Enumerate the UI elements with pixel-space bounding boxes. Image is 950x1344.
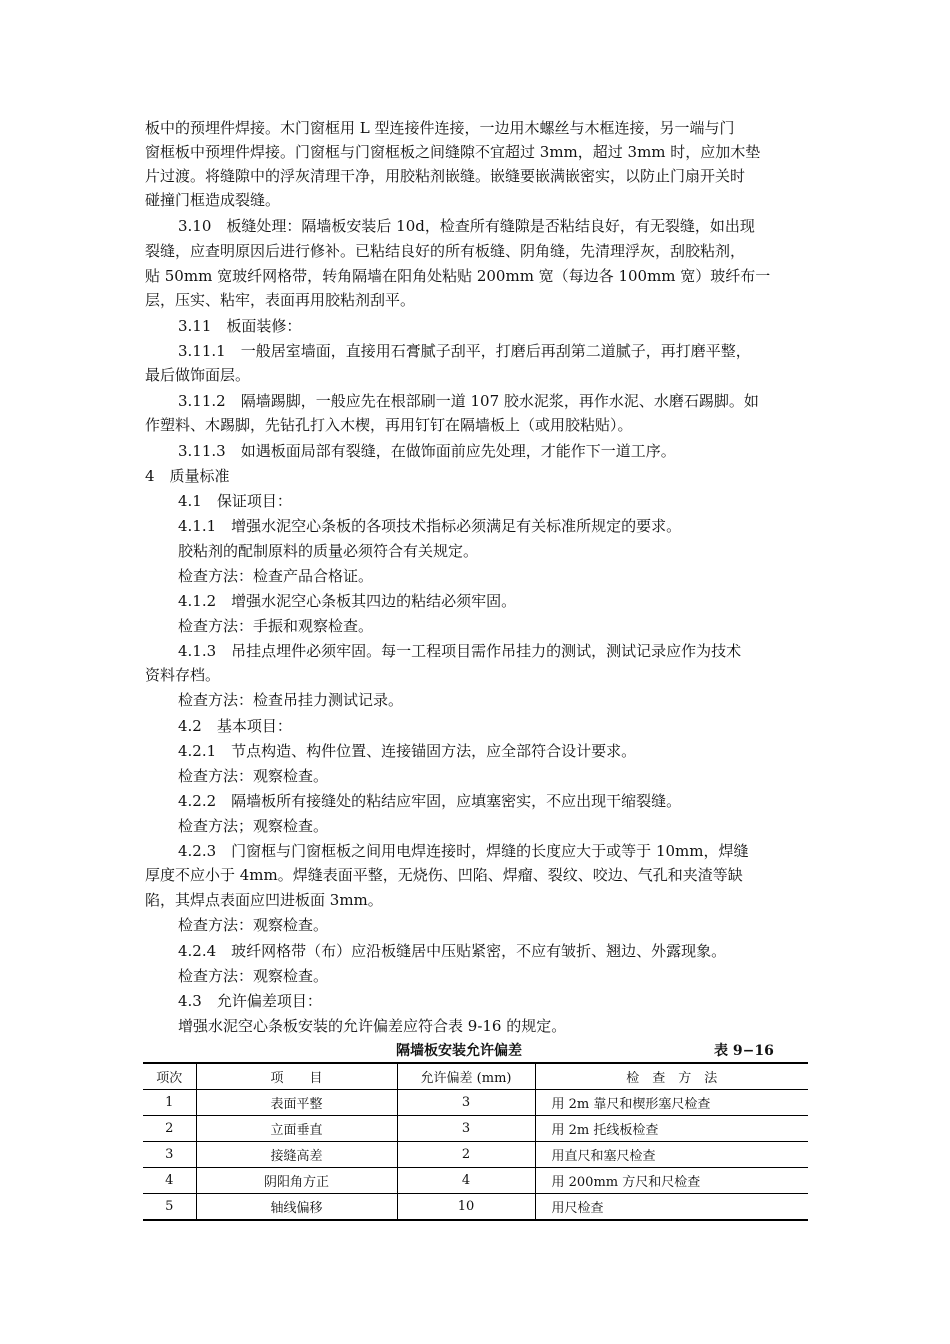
body-line: 4.1 保证项目：	[178, 492, 292, 510]
header-cell: 项次	[143, 1063, 196, 1090]
table-cell: 用 200mm 方尺和尺检查	[535, 1168, 808, 1194]
table-cell: 用 2m 托线板检查	[535, 1116, 808, 1142]
body-line: 检查方法：检查产品合格证。	[178, 567, 374, 585]
body-line: 4.1.2 增强水泥空心条板其四边的粘结必须牢固。	[178, 592, 517, 610]
table-cell: 阴阳角方正	[196, 1168, 397, 1194]
table-cell: 3	[143, 1142, 196, 1168]
table-cell: 10	[397, 1194, 535, 1221]
body-line: 3.10 板缝处理：隔墙板安装后 10d，检查所有缝隙是否粘结良好，有无裂缝，如出现	[178, 217, 755, 235]
body-line: 贴 50mm 宽玻纤网格带，转角隔墙在阳角处粘贴 200mm 宽（每边各 100mm 宽）玻纤布一	[145, 267, 771, 285]
body-line: 最后做饰面层。	[145, 366, 251, 384]
body-line: 检查方法：检查吊挂力测试记录。	[178, 691, 404, 709]
body-line: 资料存档。	[145, 666, 221, 684]
body-line: 作塑料、木踢脚，先钻孔打入木楔，再用钉钉在隔墙板上（或用胶粘贴）。	[145, 416, 633, 434]
table-cell: 立面垂直	[196, 1116, 397, 1142]
table-cell: 4	[143, 1168, 196, 1194]
body-line: 板中的预埋件焊接。木门窗框用 L 型连接件连接，一边用木螺丝与木框连接，另一端与门	[145, 119, 735, 137]
table-cell: 轴线偏移	[196, 1194, 397, 1221]
body-line: 层，压实、粘牢，表面再用胶粘剂刮平。	[145, 291, 416, 309]
body-line: 3.11 板面装修：	[178, 317, 302, 335]
table-cell: 2	[143, 1116, 196, 1142]
body-line: 4.2 基本项目：	[178, 717, 292, 735]
tolerance-table	[143, 1062, 808, 1221]
table-cell: 用 2m 靠尺和楔形塞尺检查	[535, 1090, 808, 1116]
table-row	[143, 1194, 808, 1221]
body-line: 4.2.3 门窗框与门窗框板之间用电焊连接时，焊缝的长度应大于或等于 10mm，焊缝	[178, 842, 749, 860]
table-cell: 用直尺和塞尺检查	[535, 1142, 808, 1168]
body-line: 4.3 允许偏差项目：	[178, 992, 322, 1010]
body-line: 3.11.1 一般居室墙面，直接用石膏腻子刮平，打磨后再刮第二道腻子，再打磨平整，	[178, 342, 751, 360]
body-line: 碰撞门框造成裂缝。	[145, 191, 281, 209]
table-cell: 5	[143, 1194, 196, 1221]
body-line: 4.2.4 玻纤网格带（布）应沿板缝居中压贴紧密，不应有皱折、翘边、外露现象。	[178, 942, 727, 960]
body-line: 片过渡。将缝隙中的浮灰清理干净，用胶粘剂嵌缝。嵌缝要嵌满嵌密实，以防止门扇开关时	[145, 167, 746, 185]
table-row	[143, 1116, 808, 1142]
table-number: 表 9−16	[714, 1043, 774, 1059]
body-line: 检查方法：观察检查。	[178, 767, 329, 785]
header-cell: 项 目	[196, 1063, 397, 1090]
body-line: 4.1.1 增强水泥空心条板的各项技术指标必须满足有关标准所规定的要求。	[178, 517, 682, 535]
body-line: 裂缝，应查明原因后进行修补。已粘结良好的所有板缝、阴角缝，先清理浮灰，刮胶粘剂，	[145, 242, 746, 260]
body-line: 4.1.3 吊挂点埋件必须牢固。每一工程项目需作吊挂力的测试，测试记录应作为技术	[178, 642, 742, 660]
body-line: 4.2.2 隔墙板所有接缝处的粘结应牢固，应填塞密实，不应出现干缩裂缝。	[178, 792, 682, 810]
table-cell: 4	[397, 1168, 535, 1194]
table-cell: 表面平整	[196, 1090, 397, 1116]
table-cell: 3	[397, 1116, 535, 1142]
body-line: 检查方法：手振和观察检查。	[178, 617, 374, 635]
table-cell: 3	[397, 1090, 535, 1116]
body-line: 检查方法；观察检查。	[178, 817, 329, 835]
body-line: 陷，其焊点表面应凹进板面 3mm。	[145, 891, 383, 909]
body-line: 厚度不应小于 4mm。焊缝表面平整，无烧伤、凹陷、焊瘤、裂纹、咬边、气孔和夹渣等缺	[145, 866, 743, 884]
body-line: 3.11.3 如遇板面局部有裂缝，在做饰面前应先处理，才能作下一道工序。	[178, 442, 676, 460]
body-line: 胶粘剂的配制原料的质量必须符合有关规定。	[178, 542, 479, 560]
body-line: 检查方法：观察检查。	[178, 916, 329, 934]
body-line: 窗框板中预埋件焊接。门窗框与门窗框板之间缝隙不宜超过 3mm，超过 3mm 时，应加木垫	[145, 143, 761, 161]
table-row	[143, 1090, 808, 1116]
body-line: 检查方法：观察检查。	[178, 967, 329, 985]
header-cell: 检 查 方 法	[535, 1063, 808, 1090]
table-title: 隔墙板安装允许偏差	[396, 1043, 522, 1059]
body-line: 4.2.1 节点构造、构件位置、连接锚固方法，应全部符合设计要求。	[178, 742, 637, 760]
table-cell: 1	[143, 1090, 196, 1116]
body-line: 3.11.2 隔墙踢脚，一般应先在根部刷一道 107 胶水泥浆，再作水泥、水磨石踢脚。如	[178, 392, 759, 410]
section-heading: 4 质量标准	[145, 467, 230, 485]
body-line: 增强水泥空心条板安装的允许偏差应符合表 9-16 的规定。	[178, 1017, 567, 1035]
table-cell: 接缝高差	[196, 1142, 397, 1168]
table-cell: 用尺检查	[535, 1194, 808, 1221]
table-cell: 2	[397, 1142, 535, 1168]
header-cell: 允许偏差 (mm)	[397, 1063, 535, 1090]
table-header-row	[143, 1063, 808, 1090]
table-row	[143, 1168, 808, 1194]
table-row	[143, 1142, 808, 1168]
